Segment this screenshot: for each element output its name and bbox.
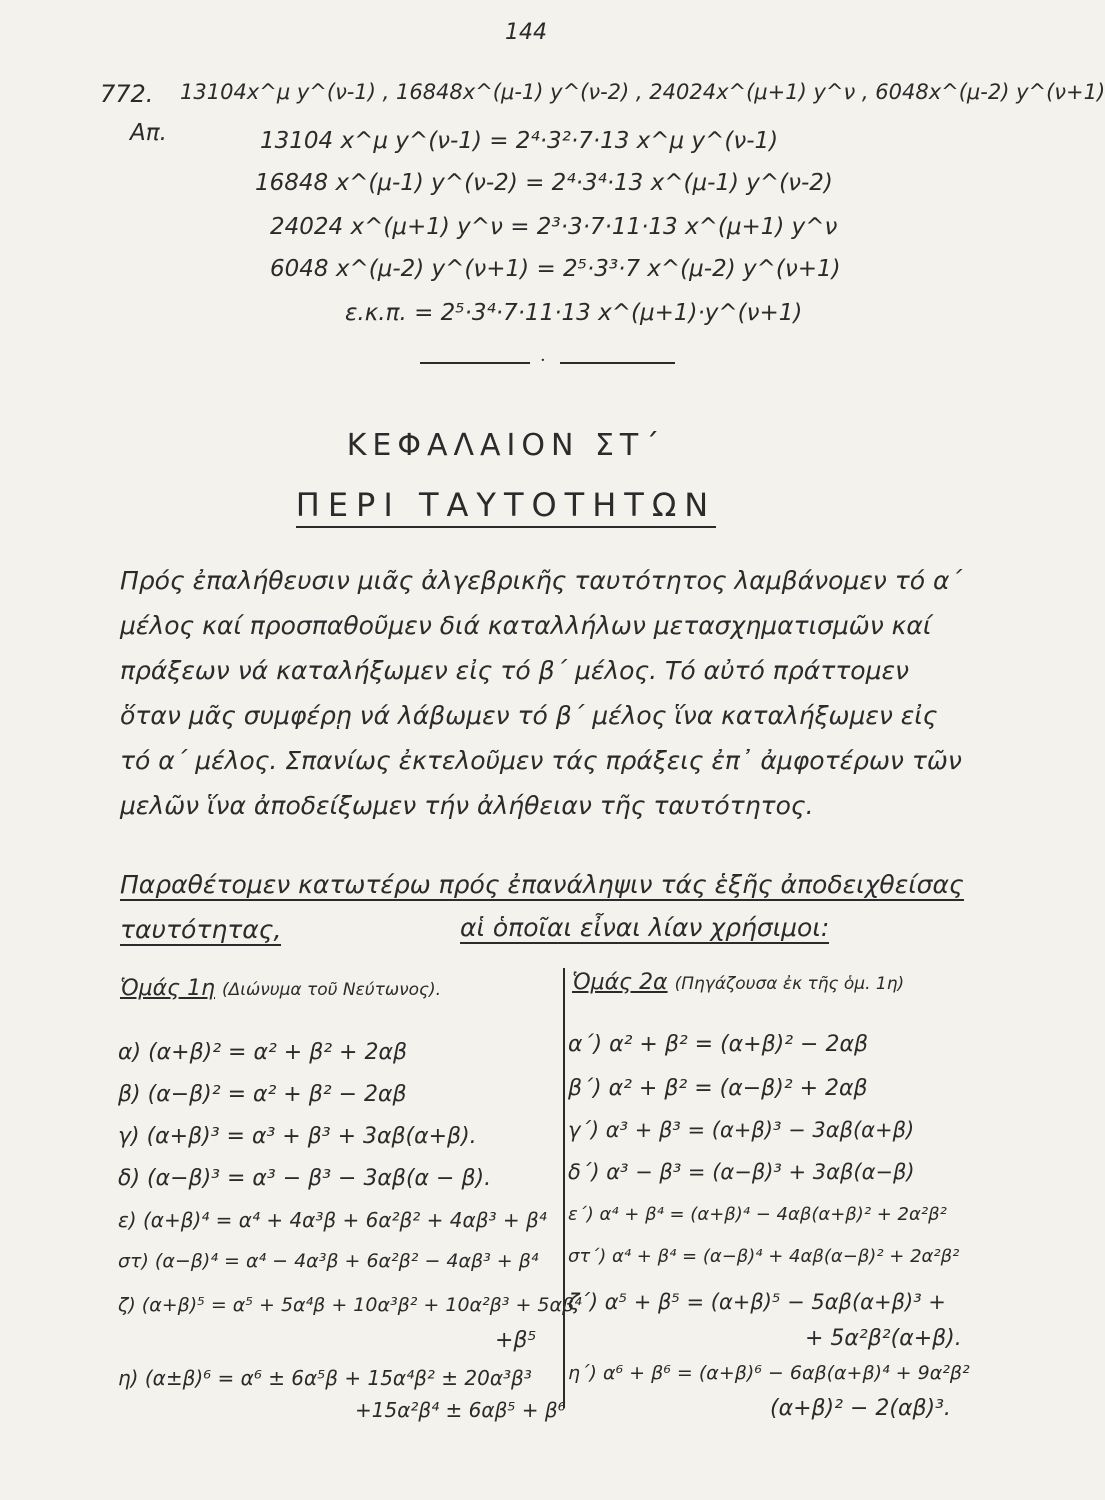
group2-note: (Πηγάζουσα ἐκ τῆς ὁμ. 1η) [674,974,905,994]
intro-line-2-text: αἱ ὁποῖαι εἶναι λίαν χρήσιμοι: [460,913,830,942]
g1-identity-d: δ) (α−β)³ = α³ − β³ − 3αβ(α − β). [118,1166,492,1191]
g2-identity-z: ζ΄) α⁵ + β⁵ = (α+β)⁵ − 5αβ(α+β)³ + [568,1290,946,1314]
g2-identity-e: ε΄) α⁴ + β⁴ = (α+β)⁴ − 4αβ(α+β)² + 2α²β² [568,1204,947,1225]
g1-identity-c: γ) (α+β)³ = α³ + β³ + 3αβ(α+β). [118,1124,477,1149]
factorization-4: 6048 x^(μ-2) y^(ν+1) = 2⁵·3³·7 x^(μ-2) y^(ν+1) [270,256,841,282]
problem-number: 772. [100,80,154,108]
g1-identity-h: η) (α±β)⁶ = α⁶ ± 6α⁵β + 15α⁴β² ± 20α³β³ [118,1366,532,1390]
g2-identity-h: η΄) α⁶ + β⁶ = (α+β)⁶ − 6αβ(α+β)⁴ + 9α²β² [568,1362,970,1384]
g2-identity-z-cont: + 5α²β²(α+β). [805,1326,962,1351]
problem-terms: 13104x^μ y^(ν-1) , 16848x^(μ-1) y^(ν-2) , 24024x^(μ+1) y^ν , 6048x^(μ-2) y^(ν+1) [180,80,1105,104]
section-title [0,486,1012,524]
g2-identity-st: στ΄) α⁴ + β⁴ = (α−β)⁴ + 4αβ(α−β)² + 2α²β² [568,1246,960,1267]
factorization-2: 16848 x^(μ-1) y^(ν-2) = 2⁴·3⁴·13 x^(μ-1) y^(ν-2) [255,170,833,196]
chapter-heading: ΚΕΦΑΛΑΙΟΝ ΣΤ΄ [346,428,666,463]
column-divider [563,968,565,1408]
separator-left [420,362,530,364]
g1-identity-h-cont: +15α²β⁴ ± 6αβ⁵ + β⁶ [355,1398,566,1422]
g1-identity-z-cont: +β⁵ [495,1328,537,1353]
g1-identity-e: ε) (α+β)⁴ = α⁴ + 4α³β + 6α²β² + 4αβ³ + β⁴ [118,1208,547,1232]
group2-header [572,970,904,995]
section-title-text: ΠΕΡΙ ΤΑΥΤΟΤΗΤΩΝ [296,486,716,528]
intro-line-2 [460,905,960,950]
separator-right [560,362,675,364]
intro-line-1-text: Παραθέτομεν κατωτέρω πρός ἐπανάληψιν τάς ἑξῆς ἀποδειχθείσας ταυτότητας, [120,870,964,944]
answer-label: Απ. [130,120,167,146]
lcm-result: ε.κ.π. = 2⁵·3⁴·7·11·13 x^(μ+1)·y^(ν+1) [345,300,803,326]
g2-identity-d: δ΄) α³ − β³ = (α−β)³ + 3αβ(α−β) [568,1160,915,1184]
body-paragraph: Πρός ἐπαλήθευσιν μιᾶς ἀλγεβρικῆς ταυτότητος λαμβάνομεν τό α΄ μέλος καί προσπαθοῦμεν διά καταλλήλων μετασχηματισμῶν καί πράξεων νά καταλήξωμεν εἰς τό β΄ μέλος. Τό αὐτό πράττομεν ὅταν μᾶς συμφέρῃ νά λάβωμεν τό β΄ μέλος ἵνα καταλήξωμεν εἰς τό α΄ μέλος. Σπανίως ἐκτελοῦμεν τάς πράξεις ἐπ᾽ ἀμφοτέρων τῶν μελῶν ἵνα ἀποδείξωμεν τήν ἀλήθειαν τῆς ταυτότητος. [120,566,962,820]
group1-label: Ὁμάς 1η [120,976,216,1001]
factorization-3: 24024 x^(μ+1) y^ν = 2³·3·7·11·13 x^(μ+1) y^ν [270,214,838,240]
group2-label: Ὁμάς 2α [572,970,668,995]
separator-dot: · [540,350,546,371]
page-number: 144 [505,20,547,45]
g1-identity-a: α) (α+β)² = α² + β² + 2αβ [118,1040,408,1065]
g2-identity-b: β΄) α² + β² = (α−β)² + 2αβ [568,1076,868,1101]
g2-identity-a: α΄) α² + β² = (α+β)² − 2αβ [568,1032,869,1057]
g2-identity-h-cont: (α+β)² − 2(αβ)³. [770,1396,951,1421]
factorization-1: 13104 x^μ y^(ν-1) = 2⁴·3²·7·13 x^μ y^(ν-1) [260,128,779,154]
g1-identity-st: στ) (α−β)⁴ = α⁴ − 4α³β + 6α²β² − 4αβ³ + β⁴ [118,1250,539,1272]
group1-header [120,976,441,1001]
g1-identity-z: ζ) (α+β)⁵ = α⁵ + 5α⁴β + 10α³β² + 10α²β³ + 5αβ⁴ [118,1294,582,1316]
group1-note: (Διώνυμα τοῦ Νεύτωνος). [222,980,442,1000]
g2-identity-c: γ΄) α³ + β³ = (α+β)³ − 3αβ(α+β) [568,1118,915,1142]
g1-identity-b: β) (α−β)² = α² + β² − 2αβ [118,1082,407,1107]
